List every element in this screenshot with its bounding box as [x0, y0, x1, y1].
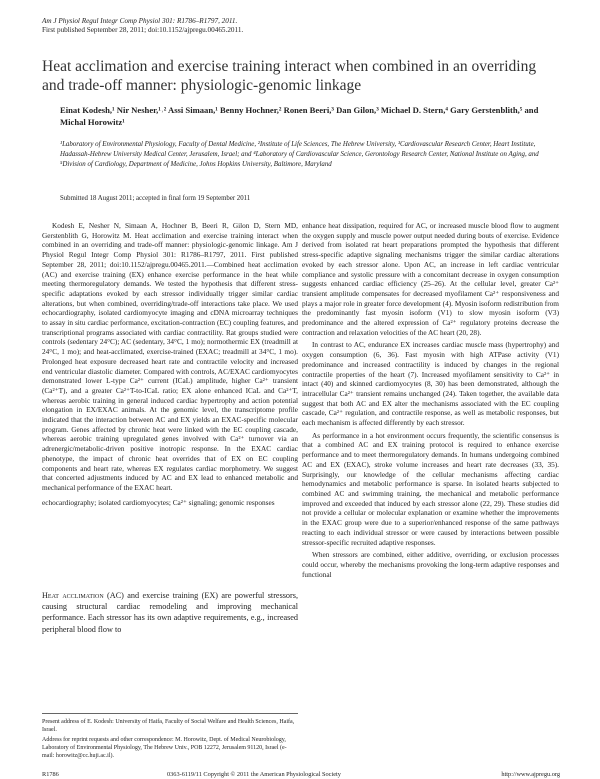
- journal-citation: Am J Physiol Regul Integr Comp Physiol 301: R1786–R1797, 2011.: [42, 17, 238, 25]
- submission-dates: Submitted 18 August 2011; accepted in final form 19 September 2011: [60, 195, 251, 202]
- first-published: First published September 28, 2011; doi:10.1152/ajpregu.00465.2011.: [42, 26, 244, 34]
- footnote-correspondence: Address for reprint requests and other correspondence: M. Horowitz, Dept. of Medical Neurobiology, Laboratory of Environmental Physiology, The Hebrew Univ., POB 12272, Jerusalem 91120, Israel (e-mail: horowitz@cc.huji.ac.il).: [42, 737, 287, 759]
- paragraph: enhance heat dissipation, required for AC, or increased muscle blood flow to augment the oxygen supply and muscle power output needed during bouts of exercise. Evidence derived from isolated rat heart preparations prompted the hypothesis that different stress-specific adaptive signaling mechanisms trigger the similar cardiac alterations evoked by each stressor alone. Upon AC, an increase in left cardiac ventricular compliance and systolic pressure with a concomitant decrease in oxygen consumption suggests enhanced cardiac efficiency (25–26). At the cellular level, greater Ca²⁺ transient amplitude compensates for decreased myofilament Ca²⁺ responsiveness and plays a major role in greater force development (4). Myosin isoform redistribution from the predominantly fast myosin isoform (V1) to slow myosin isoform (V3) predominance and the altered expression of Ca²⁺ regulatory proteins decrease the contraction and relaxation velocities of the AC heart (20, 28).: [302, 221, 559, 337]
- journal-url[interactable]: http://www.ajpregu.org: [501, 771, 560, 778]
- keywords: echocardiography; isolated cardiomyocytes; Ca²⁺ signaling; genomic responses: [42, 497, 275, 507]
- introduction-start: [42, 590, 298, 635]
- journal-header: [42, 17, 243, 35]
- page-number: R1786: [42, 771, 59, 778]
- footnote-present-address: Present address of E. Kodesh: University of Haifa, Faculty of Social Welfare and Health Sciences, Haifa, Israel.: [42, 719, 295, 733]
- paragraph: In contrast to AC, endurance EX increases cardiac muscle mass (hypertrophy) and oxygen consumption (6, 36). Fast myosin with high ATPase activity (V1) predominance and increased contractility is induced by changes in the regional contractile properties of the heart (7). Increased myofilament sensitivity to Ca²⁺ in intact (40) and skinned cardiomyocytes (8, 30) has been demonstrated, although the intracellular Ca²⁺ transient remains unchanged (24). Taken together, the available data suggest that both AC and EX alter the mechanisms associated with the EC coupling cascade, Ca²⁺ regulation, and contractile response, as well as metabolic responses, but each mechanism is affected differently by each stressor.: [302, 340, 559, 428]
- article-title: Heat acclimation and exercise training interact when combined in an overriding and trade-off manner: physiologic-genomic linkage: [42, 58, 537, 94]
- intro-lead: Heat acclimation: [42, 591, 104, 600]
- right-column: [302, 221, 559, 582]
- affiliations: ¹Laboratory of Environmental Physiology, Faculty of Dental Medicine, ²Institute of Life Sciences, The Hebrew University, ³Cardiovascular Research Center, Heart Institute, Hadassah-Hebrew University Medical Center, Jerusalem, Israel; and ⁴Laboratory of Cardiovascular Science, Gerontology Research Center, National Institute on Aging, and ⁵Division of Cardiology, Department of Medicine, Johns Hopkins University, Baltimore, Maryland: [60, 141, 539, 169]
- paragraph: When stressors are combined, either additive, overriding, or exclusion processes could occur, whereby the mechanisms provoking the long-term adaptive responses and functional: [302, 550, 559, 579]
- left-column: [42, 221, 298, 510]
- paragraph: As performance in a hot environment occurs frequently, the scientific consensus is that a combined AC and EX training protocol is required to enhance exercise performance and to meet thermoregulatory demands. In humans undergoing combined AC and EX (EXAC), stroke volume increases and heart rate decreases (33, 35). Surprisingly, our knowledge of the cellular mechanisms affecting cardiac hemodynamics and metabolic performance is sparse. In isolated hearts subjected to combined AC and swimming training, the mechanical and metabolic performance improved and exceeded that induced by each stressor alone (22, 29). These studies did not provide a cellular or molecular explanation or examine whether the improvements in the EXAC group were due to a superior/enhanced response of the same pathways reacting to each individual stressor or were caused by interactions between possible stressor-specific recruited adaptive responses.: [302, 430, 559, 547]
- footnotes: [42, 713, 298, 762]
- abstract: Kodesh E, Nesher N, Simaan A, Hochner B, Beeri R, Gilon D, Stern MD, Gerstenblith G, Horowitz M. Heat acclimation and exercise training interact when combined in an overriding and trade-off manner: physiologic-genomic linkage. Am J Physiol Regul Integr Comp Physiol 301: R1786–R1797, 2011. First published September 28, 2011; doi:10.1152/ajpregu.00465.2011.—Combined heat acclimation (AC) and exercise training (EX) enhance exercise performance in the heat while meeting thermoregulatory demands. We tested the hypothesis that different stress-specific adaptations evoked by each stressor individually trigger similar cardiac alterations, but when combined, overriding/trade-off interactions take place. We used echocardiography, isolated cardiomyocyte imaging and cDNA microarray techniques to assay in situ cardiac performance, excitation-contraction (EC) coupling features, and transcriptional programs associated with cardiac contractility. Rat groups studied were controls (sedentary 24°C); AC (sedentary, 34°C, 1 mo); normothermic EX (treadmill at 24°C, 1 mo); and heat-acclimated, exercise-trained (EXAC; treadmill at 34°C, 1 mo). Prolonged heat exposure decreased heart rate and contractile velocity and increased end ventricular diastolic diameter. Compared with controls, AC/EXAC cardiomyocytes demonstrated lower L-type Ca²⁺ current (ICaL) amplitude, higher Ca²⁺ transient (Ca²⁺T), and a greater Ca²⁺T-to-ICaL ratio; EX alone enhanced ICaL and Ca²⁺T, whereas aerobic training in general induced cardiac hypertrophy and action potential elongation in EX/EXAC animals. At the genomic level, the transcriptome profile indicated that the interaction between AC and EX yields an EXAC-specific molecular program. Genes affected by chronic heat were linked with the EC coupling cascade, whereas aerobic training upregulated genes involved with Ca²⁺ turnover via an adrenergic/metabolic-driven positive inotropic response. In the EXAC cardiac phenotype, the impact of chronic heat overrides that of EX on EC coupling components and heart rate, whereas EX regulates cardiac morphometry. We suggest that concerted adjustments induced by AC and EX lead to enhanced metabolic and mechanical performance of the EXAC heart.: [42, 221, 298, 492]
- intro-text: (AC) and exercise training (EX) are powerful stressors, causing structural cardiac remodeling and improving mechanical performance. Each stressor has its own adaptive requirements, e.g., increased peripheral blood flow to: [42, 591, 298, 634]
- copyright: 0363-6119/11 Copyright © 2011 the American Physiological Society: [167, 771, 341, 778]
- author-list: Einat Kodesh,¹ Nir Nesher,¹˒² Assi Simaan,¹ Benny Hochner,² Ronen Beeri,³ Dan Gilon,³ Michael D. Stern,⁴ Gary Gerstenblith,⁵ and Michal Horowitz¹: [60, 105, 539, 127]
